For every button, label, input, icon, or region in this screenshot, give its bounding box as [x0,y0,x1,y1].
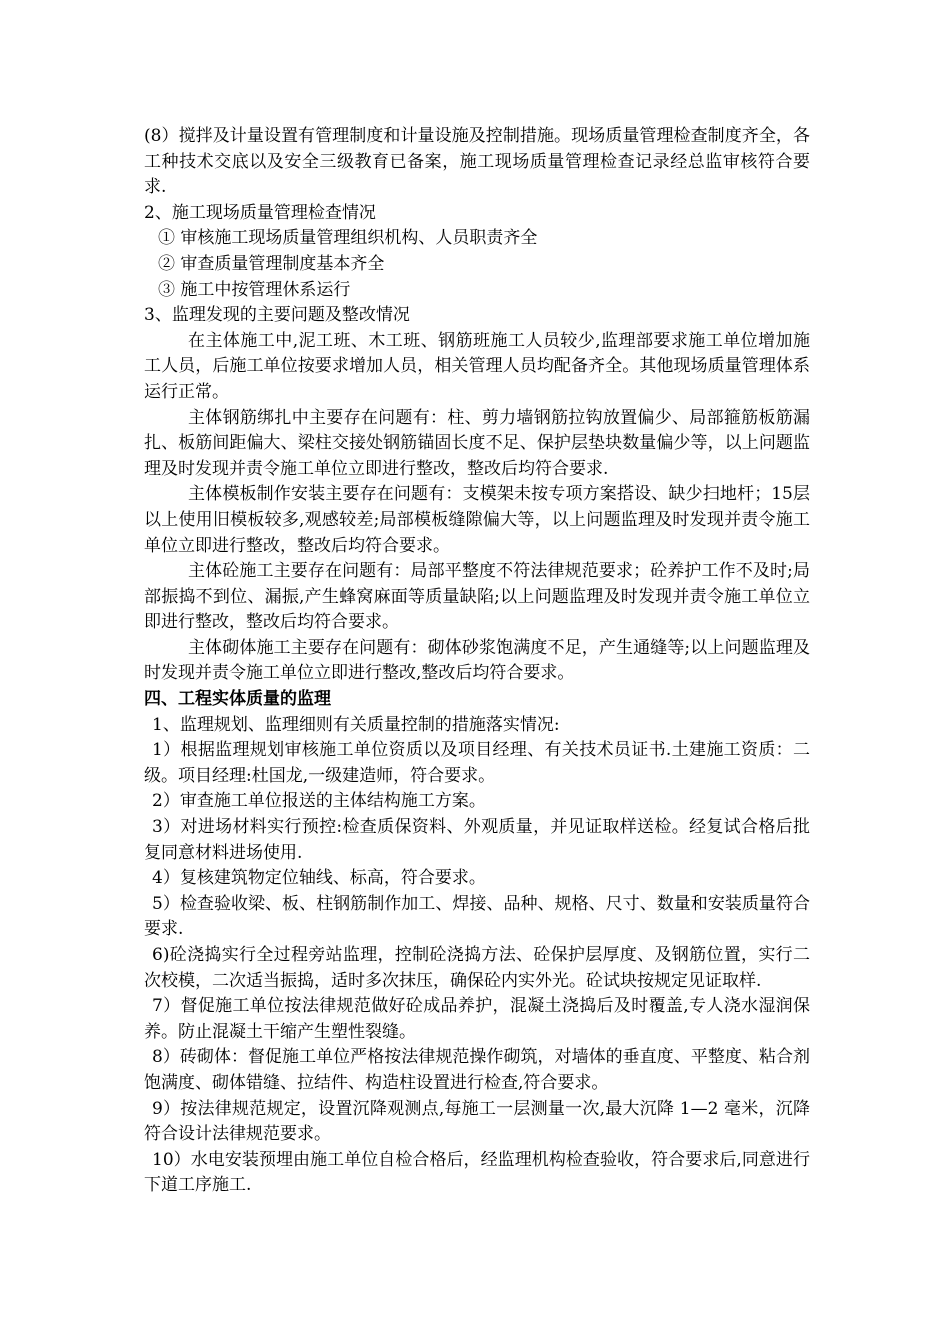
paragraph: 7）督促施工单位按法律规范做好砼成品养护，混凝土浇捣后及时覆盖,专人浇水湿润保养。防止混凝土干缩产生塑性裂缝。 [144,996,810,1042]
paragraph: 4）复核建筑物定位轴线、标高，符合要求。 [152,868,486,889]
paragraph: 9）按法律规范规定，设置沉降观测点,每施工一层测量一次,最大沉降 1—2 毫米，沉降符合设计法律规范要求。 [144,1098,810,1145]
paragraph: ③ 施工中按管理休系运行 [158,279,351,300]
paragraph: 2）审查施工单位报送的主体结构施工方案。 [152,791,486,812]
document-body [144,124,810,1199]
paragraph: 主体钢筋绑扎中主要存在问题有：柱、剪力墙钢筋拉钩放置偏少、局部箍筋板筋漏扎、板筋间距偏大、梁柱交接处钢筋锚固长度不足、保护层垫块数量偏少等，以上问题监理及时发现并责令施工单位立即进行整改，整改后均符合要求. [144,407,810,479]
paragraph: 1、监理规划、监理细则有关质量控制的措施落实情况: [152,714,560,735]
paragraph: 在主体施工中,泥工班、木工班、钢筋班施工人员较少,监理部要求施工单位增加施工人员，后施工单位按要求增加人员，相关管理人员均配备齐全。其他现场质量管理体系运行正常。 [144,330,810,402]
paragraph: ② 审查质量管理制度基本齐全 [158,253,385,274]
paragraph: 3）对进场材料实行预控:检查质保资料、外观质量，并见证取样送检。经复试合格后批复同意材料进场使用. [144,817,810,863]
paragraph: ① 审核施工现场质量管理组织机构、人员职责齐全 [158,228,538,249]
paragraph: 主体模板制作安装主要存在问题有：支模架未按专项方案搭设、缺少扫地杆；15层以上使用旧模板较多,观感较差;局部模板缝隙偏大等，以上问题监理及时发现并责令施工单位立即进行整改，整改后均符合要求。 [144,484,810,556]
paragraph: 2、施工现场质量管理检查情况 [144,202,376,223]
paragraph: 3、监理发现的主要问题及整改情况 [144,305,410,326]
paragraph: 5）检查验收梁、板、柱钢筋制作加工、焊接、品种、规格、尺寸、数量和安装质量符合要求. [144,893,810,940]
paragraph: 10）水电安装预埋由施工单位自检合格后，经监理机构检查验收，符合要求后,同意进行下道工序施工. [144,1149,810,1196]
paragraph: 主体砼施工主要存在问题有：局部平整度不符法律规范要求；砼养护工作不及时;局部振捣不到位、漏振,产生蜂窝麻面等质量缺陷;以上问题监理及时发现并责令施工单位立即进行整改，整改后均符合要求。 [144,561,810,633]
paragraph: (8）搅拌及计量设置有管理制度和计量设施及控制措施。现场质量管理检查制度齐全，各工种技术交底以及安全三级教育已备案，施工现场质量管理检查记录经总监审核符合要求. [144,126,810,198]
paragraph: 主体砌体施工主要存在问题有：砌体砂浆饱满度不足，产生通缝等;以上问题监理及时发现并责令施工单位立即进行整改,整改后均符合要求。 [144,637,810,684]
paragraph: 1）根据监理规划审核施工单位资质以及项目经理、有关技术员证书.土建施工资质：二级。项目经理:杜国龙,一级建造师，符合要求。 [144,740,810,786]
section-heading: 四、工程实体质量的监理 [144,689,331,710]
paragraph: 6)砼浇捣实行全过程旁站监理，控制砼浇捣方法、砼保护层厚度、及钢筋位置，实行二次校模，二次适当振捣，适时多次抹压，确保砼内实外光。砼试块按规定见证取样. [144,945,810,991]
paragraph: 8）砖砌体：督促施工单位严格按法律规范操作砌筑，对墙体的垂直度、平整度、粘合剂饱满度、砌体错缝、拉结件、构造柱设置进行检查,符合要求。 [144,1047,810,1093]
